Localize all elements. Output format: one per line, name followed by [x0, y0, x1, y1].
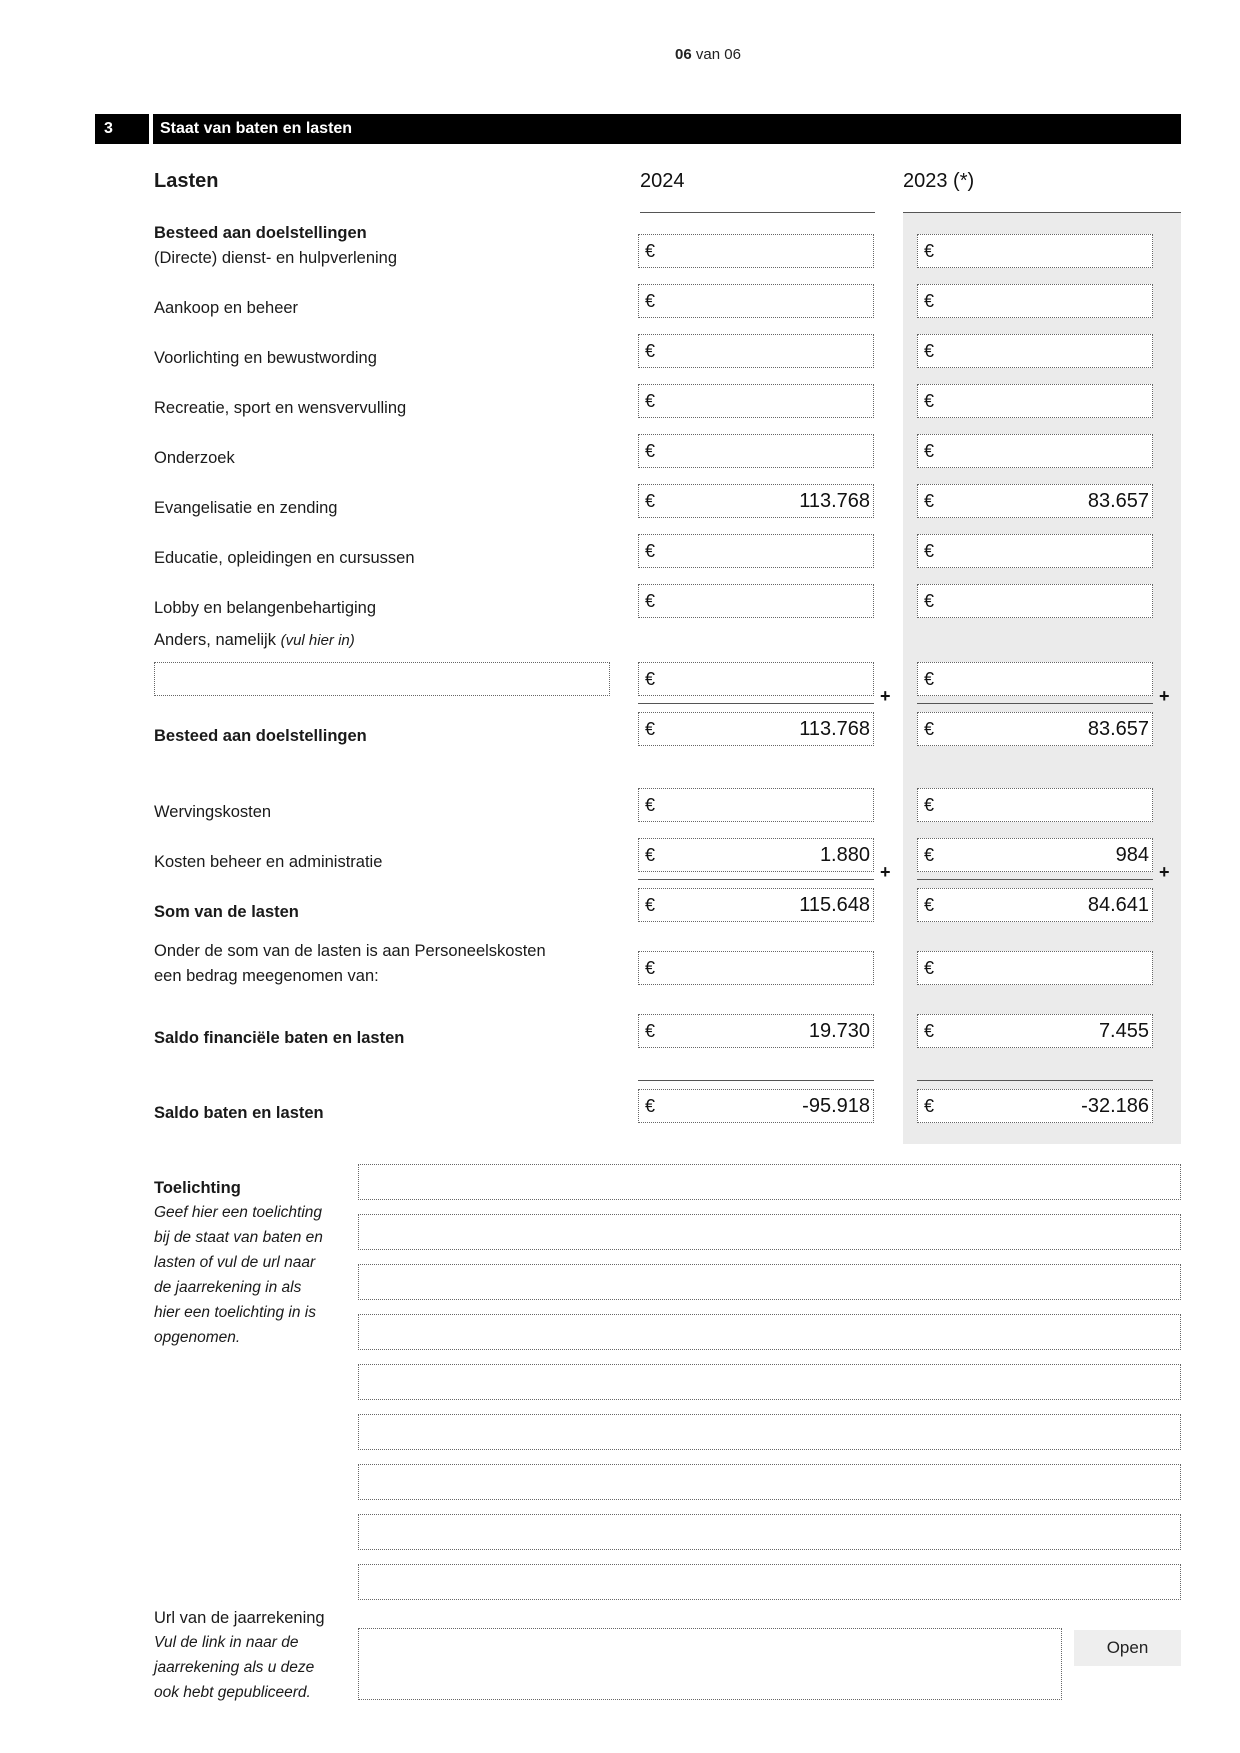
column-divider-2024 — [640, 212, 875, 213]
euro-sign: € — [924, 240, 935, 261]
toelichting-hint-line: de jaarrekening in als — [154, 1279, 302, 1296]
toelichting-hint-line: Geef hier een toelichting — [154, 1204, 323, 1221]
url-title: Url van de jaarrekening — [154, 1609, 325, 1627]
amount-2024-onderzoek[interactable] — [638, 434, 874, 468]
toelichting-hint-line: lasten of vul de url naar — [154, 1254, 316, 1271]
amount-2023-onderzoek[interactable] — [917, 434, 1153, 468]
sum-line-2023 — [917, 1080, 1153, 1081]
financieel-label: Saldo financiële baten en lasten — [154, 1029, 405, 1047]
amount-value: 84.641 — [1087, 893, 1149, 916]
row-label-evangelisatie: Evangelisatie en zending — [154, 499, 338, 517]
euro-sign: € — [645, 1020, 656, 1041]
euro-sign: € — [924, 440, 935, 461]
euro-sign: € — [645, 1095, 656, 1116]
amount-value: 7.455 — [1098, 1019, 1149, 1042]
amount-2024-dienstverlening[interactable] — [638, 234, 874, 268]
section-number: 3 — [95, 114, 149, 144]
amount-2023-financieel[interactable] — [917, 1014, 1153, 1048]
euro-sign: € — [645, 490, 656, 511]
column-label-lasten: Lasten — [154, 170, 219, 192]
other-description-field[interactable] — [154, 662, 610, 696]
page-separator: van — [695, 46, 721, 63]
column-year-2023: 2023 (*) — [903, 170, 975, 192]
amount-2023-som[interactable] — [917, 888, 1153, 922]
toelichting-field[interactable] — [358, 1414, 1181, 1450]
row-label-dienstverlening: (Directe) dienst- en hulpverlening — [154, 249, 398, 267]
toelichting-field[interactable] — [358, 1564, 1181, 1600]
amount-2023-saldo[interactable] — [917, 1089, 1153, 1123]
amount-value: 115.648 — [799, 893, 870, 916]
amount-2023-dienstverlening[interactable] — [917, 234, 1153, 268]
amount-2024-evangelisatie[interactable] — [638, 484, 874, 518]
euro-sign: € — [645, 240, 656, 261]
toelichting-field[interactable] — [358, 1464, 1181, 1500]
euro-sign: € — [924, 718, 935, 739]
amount-value: 83.657 — [1087, 717, 1149, 740]
toelichting-hint-line: opgenomen. — [154, 1329, 241, 1346]
saldo-label: Saldo baten en lasten — [154, 1104, 324, 1122]
euro-sign: € — [645, 440, 656, 461]
row-label-lobby: Lobby en belangenbehartiging — [154, 599, 377, 617]
sum-line-2024 — [638, 703, 874, 704]
euro-sign: € — [645, 340, 656, 361]
other-label — [154, 631, 355, 650]
toelichting-hint-line: bij de staat van baten en — [154, 1229, 323, 1246]
section-title: Staat van baten en lasten — [153, 114, 1181, 144]
personeel-label-line1: Onder de som van de lasten is aan Personeelskosten — [154, 942, 546, 960]
amount-value: 113.768 — [799, 717, 870, 740]
row-label-recreatie: Recreatie, sport en wensvervulling — [154, 399, 407, 417]
amount-2024-other[interactable] — [638, 662, 874, 696]
amount-2023-subtotal[interactable] — [917, 712, 1153, 746]
euro-sign: € — [645, 844, 656, 865]
amount-2023-beheer[interactable] — [917, 838, 1153, 872]
amount-2024-subtotal[interactable] — [638, 712, 874, 746]
euro-sign: € — [924, 844, 935, 865]
page-current: 06 — [675, 46, 692, 63]
euro-sign: € — [924, 668, 935, 689]
toelichting-field[interactable] — [358, 1164, 1181, 1200]
amount-2023-other[interactable] — [917, 662, 1153, 696]
euro-sign: € — [645, 718, 656, 739]
amount-2023-educatie[interactable] — [917, 534, 1153, 568]
euro-sign: € — [645, 794, 656, 815]
column-year-2024: 2024 — [640, 170, 685, 192]
amount-value: -95.918 — [802, 1094, 870, 1117]
euro-sign: € — [924, 1020, 935, 1041]
row-label-voorlichting: Voorlichting en bewustwording — [154, 349, 377, 367]
amount-2024-educatie[interactable] — [638, 534, 874, 568]
toelichting-field[interactable] — [358, 1314, 1181, 1350]
euro-sign: € — [924, 1095, 935, 1116]
plus-sign-2024: + — [880, 862, 891, 882]
toelichting-field[interactable] — [358, 1264, 1181, 1300]
amount-2024-beheer[interactable] — [638, 838, 874, 872]
plus-sign-2023: + — [1159, 686, 1170, 706]
other-label-text: Anders, namelijk — [154, 631, 276, 649]
personeel-label-line2: een bedrag meegenomen van: — [154, 967, 379, 985]
euro-sign: € — [645, 390, 656, 411]
sum-line-2024 — [638, 879, 874, 880]
amount-2023-personeel[interactable] — [917, 951, 1153, 985]
euro-sign: € — [645, 894, 656, 915]
amount-value: 19.730 — [808, 1019, 870, 1042]
column-divider-2023 — [903, 212, 1181, 213]
euro-sign: € — [924, 590, 935, 611]
amount-2024-som[interactable] — [638, 888, 874, 922]
euro-sign: € — [645, 540, 656, 561]
euro-sign: € — [645, 957, 656, 978]
amount-2024-saldo[interactable] — [638, 1089, 874, 1123]
amount-2023-lobby[interactable] — [917, 584, 1153, 618]
euro-sign: € — [924, 794, 935, 815]
amount-value: 113.768 — [799, 489, 870, 512]
row-label-educatie: Educatie, opleidingen en cursussen — [154, 549, 415, 567]
page-number — [0, 46, 1240, 63]
group-heading: Besteed aan doelstellingen — [154, 224, 367, 242]
euro-sign: € — [924, 894, 935, 915]
amount-2024-financieel[interactable] — [638, 1014, 874, 1048]
amount-value: -32.186 — [1081, 1094, 1149, 1117]
som-label: Som van de lasten — [154, 903, 299, 921]
amount-2023-evangelisatie[interactable] — [917, 484, 1153, 518]
toelichting-hint-line: hier een toelichting in is — [154, 1304, 316, 1321]
amount-2023-aankoop[interactable] — [917, 284, 1153, 318]
amount-2024-aankoop[interactable] — [638, 284, 874, 318]
url-hint-line: Vul de link in naar de — [154, 1634, 299, 1651]
sum-line-2024 — [638, 1080, 874, 1081]
plus-sign-2024: + — [880, 686, 891, 706]
toelichting-title: Toelichting — [154, 1179, 241, 1197]
open-url-button[interactable]: Open — [1074, 1630, 1181, 1666]
euro-sign: € — [645, 290, 656, 311]
amount-2024-wervingskosten[interactable] — [638, 788, 874, 822]
amount-2024-lobby[interactable] — [638, 584, 874, 618]
euro-sign: € — [924, 390, 935, 411]
toelichting-field[interactable] — [358, 1514, 1181, 1550]
amount-2023-recreatie[interactable] — [917, 384, 1153, 418]
amount-value: 1.880 — [819, 843, 870, 866]
wervingskosten-label: Wervingskosten — [154, 803, 272, 821]
euro-sign: € — [924, 490, 935, 511]
subtotal-label: Besteed aan doelstellingen — [154, 727, 367, 745]
url-field[interactable] — [358, 1628, 1062, 1700]
amount-value: 984 — [1115, 843, 1149, 866]
amount-2023-voorlichting[interactable] — [917, 334, 1153, 368]
euro-sign: € — [924, 340, 935, 361]
sum-line-2023 — [917, 703, 1153, 704]
euro-sign: € — [924, 957, 935, 978]
plus-sign-2023: + — [1159, 862, 1170, 882]
amount-value: 83.657 — [1087, 489, 1149, 512]
row-label-onderzoek: Onderzoek — [154, 449, 235, 467]
url-hint-line: jaarrekening als u deze — [154, 1659, 315, 1676]
amount-2024-personeel[interactable] — [638, 951, 874, 985]
page-total: 06 — [724, 46, 741, 63]
sum-line-2023 — [917, 879, 1153, 880]
url-hint-line: ook hebt gepubliceerd. — [154, 1684, 311, 1701]
toelichting-field[interactable] — [358, 1214, 1181, 1250]
beheer-label: Kosten beheer en administratie — [154, 853, 383, 871]
euro-sign: € — [924, 290, 935, 311]
euro-sign: € — [645, 668, 656, 689]
toelichting-field[interactable] — [358, 1364, 1181, 1400]
amount-2023-wervingskosten[interactable] — [917, 788, 1153, 822]
amount-2024-voorlichting[interactable] — [638, 334, 874, 368]
euro-sign: € — [645, 590, 656, 611]
amount-2024-recreatie[interactable] — [638, 384, 874, 418]
euro-sign: € — [924, 540, 935, 561]
other-label-hint: (vul hier in) — [280, 632, 355, 649]
row-label-aankoop: Aankoop en beheer — [154, 299, 299, 317]
